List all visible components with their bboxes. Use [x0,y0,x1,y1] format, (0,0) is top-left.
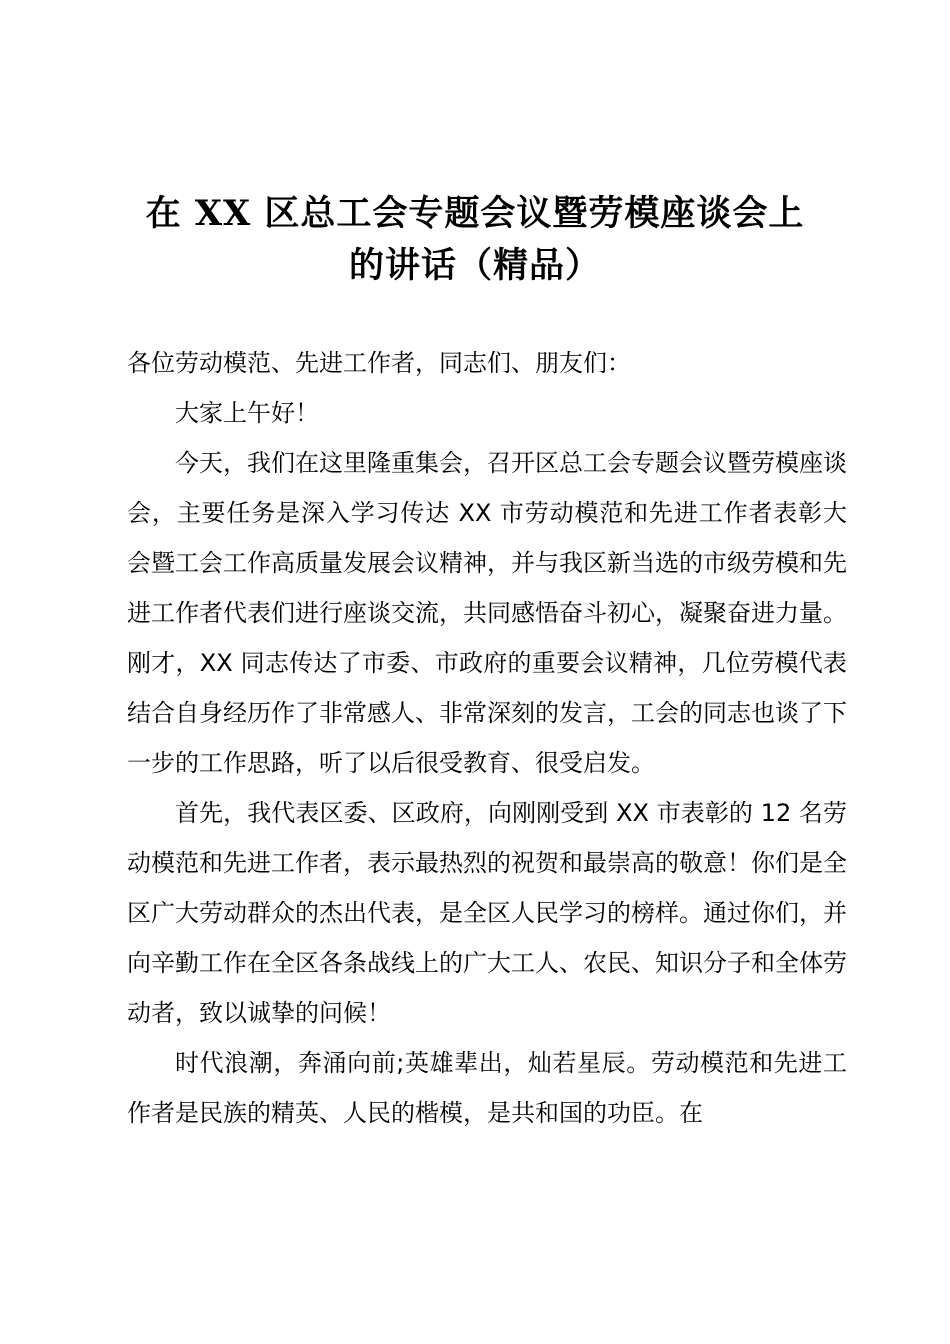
document-body [127,338,847,1138]
document-title [120,188,830,292]
title-line-1: 在 XX 区总工会专题会议暨劳模座谈会上 [145,193,805,234]
title-line-2: 的讲话（精品） [348,245,601,286]
paragraph-greeting: 大家上午好！ [175,399,319,427]
paragraph-era: 时代浪潮，奔涌向前;英雄辈出，灿若星辰。劳动模范和先进工作者是民族的精英、人民的楷模，是共和国的功臣。在 [127,1049,847,1127]
salutation: 各位劳动模范、先进工作者，同志们、朋友们： [127,349,631,377]
paragraph-congratulations: 首先，我代表区委、区政府，向刚刚受到 XX 市表彰的 12 名劳动模范和先进工作者，表示最热烈的祝贺和最崇高的敬意！你们是全区广大劳动群众的杰出代表，是全区人民学习的榜样。通过你们，并向辛勤工作在全区各条战线上的广大工人、农民、知识分子和全体劳动者，致以诚挚的问候！ [127,799,847,1027]
paragraph-opening: 今天，我们在这里隆重集会，召开区总工会专题会议暨劳模座谈会，主要任务是深入学习传达 XX 市劳动模范和先进工作者表彰大会暨工会工作高质量发展会议精神，并与我区新当选的市级劳模和先进工作者代表们进行座谈交流，共同感悟奋斗初心，凝聚奋进力量。刚才，XX 同志传达了市委、市政府的重要会议精神，几位劳模代表结合自身经历作了非常感人、非常深刻的发言，工会的同志也谈了下一步的工作思路，听了以后很受教育、很受启发。 [127,449,847,777]
